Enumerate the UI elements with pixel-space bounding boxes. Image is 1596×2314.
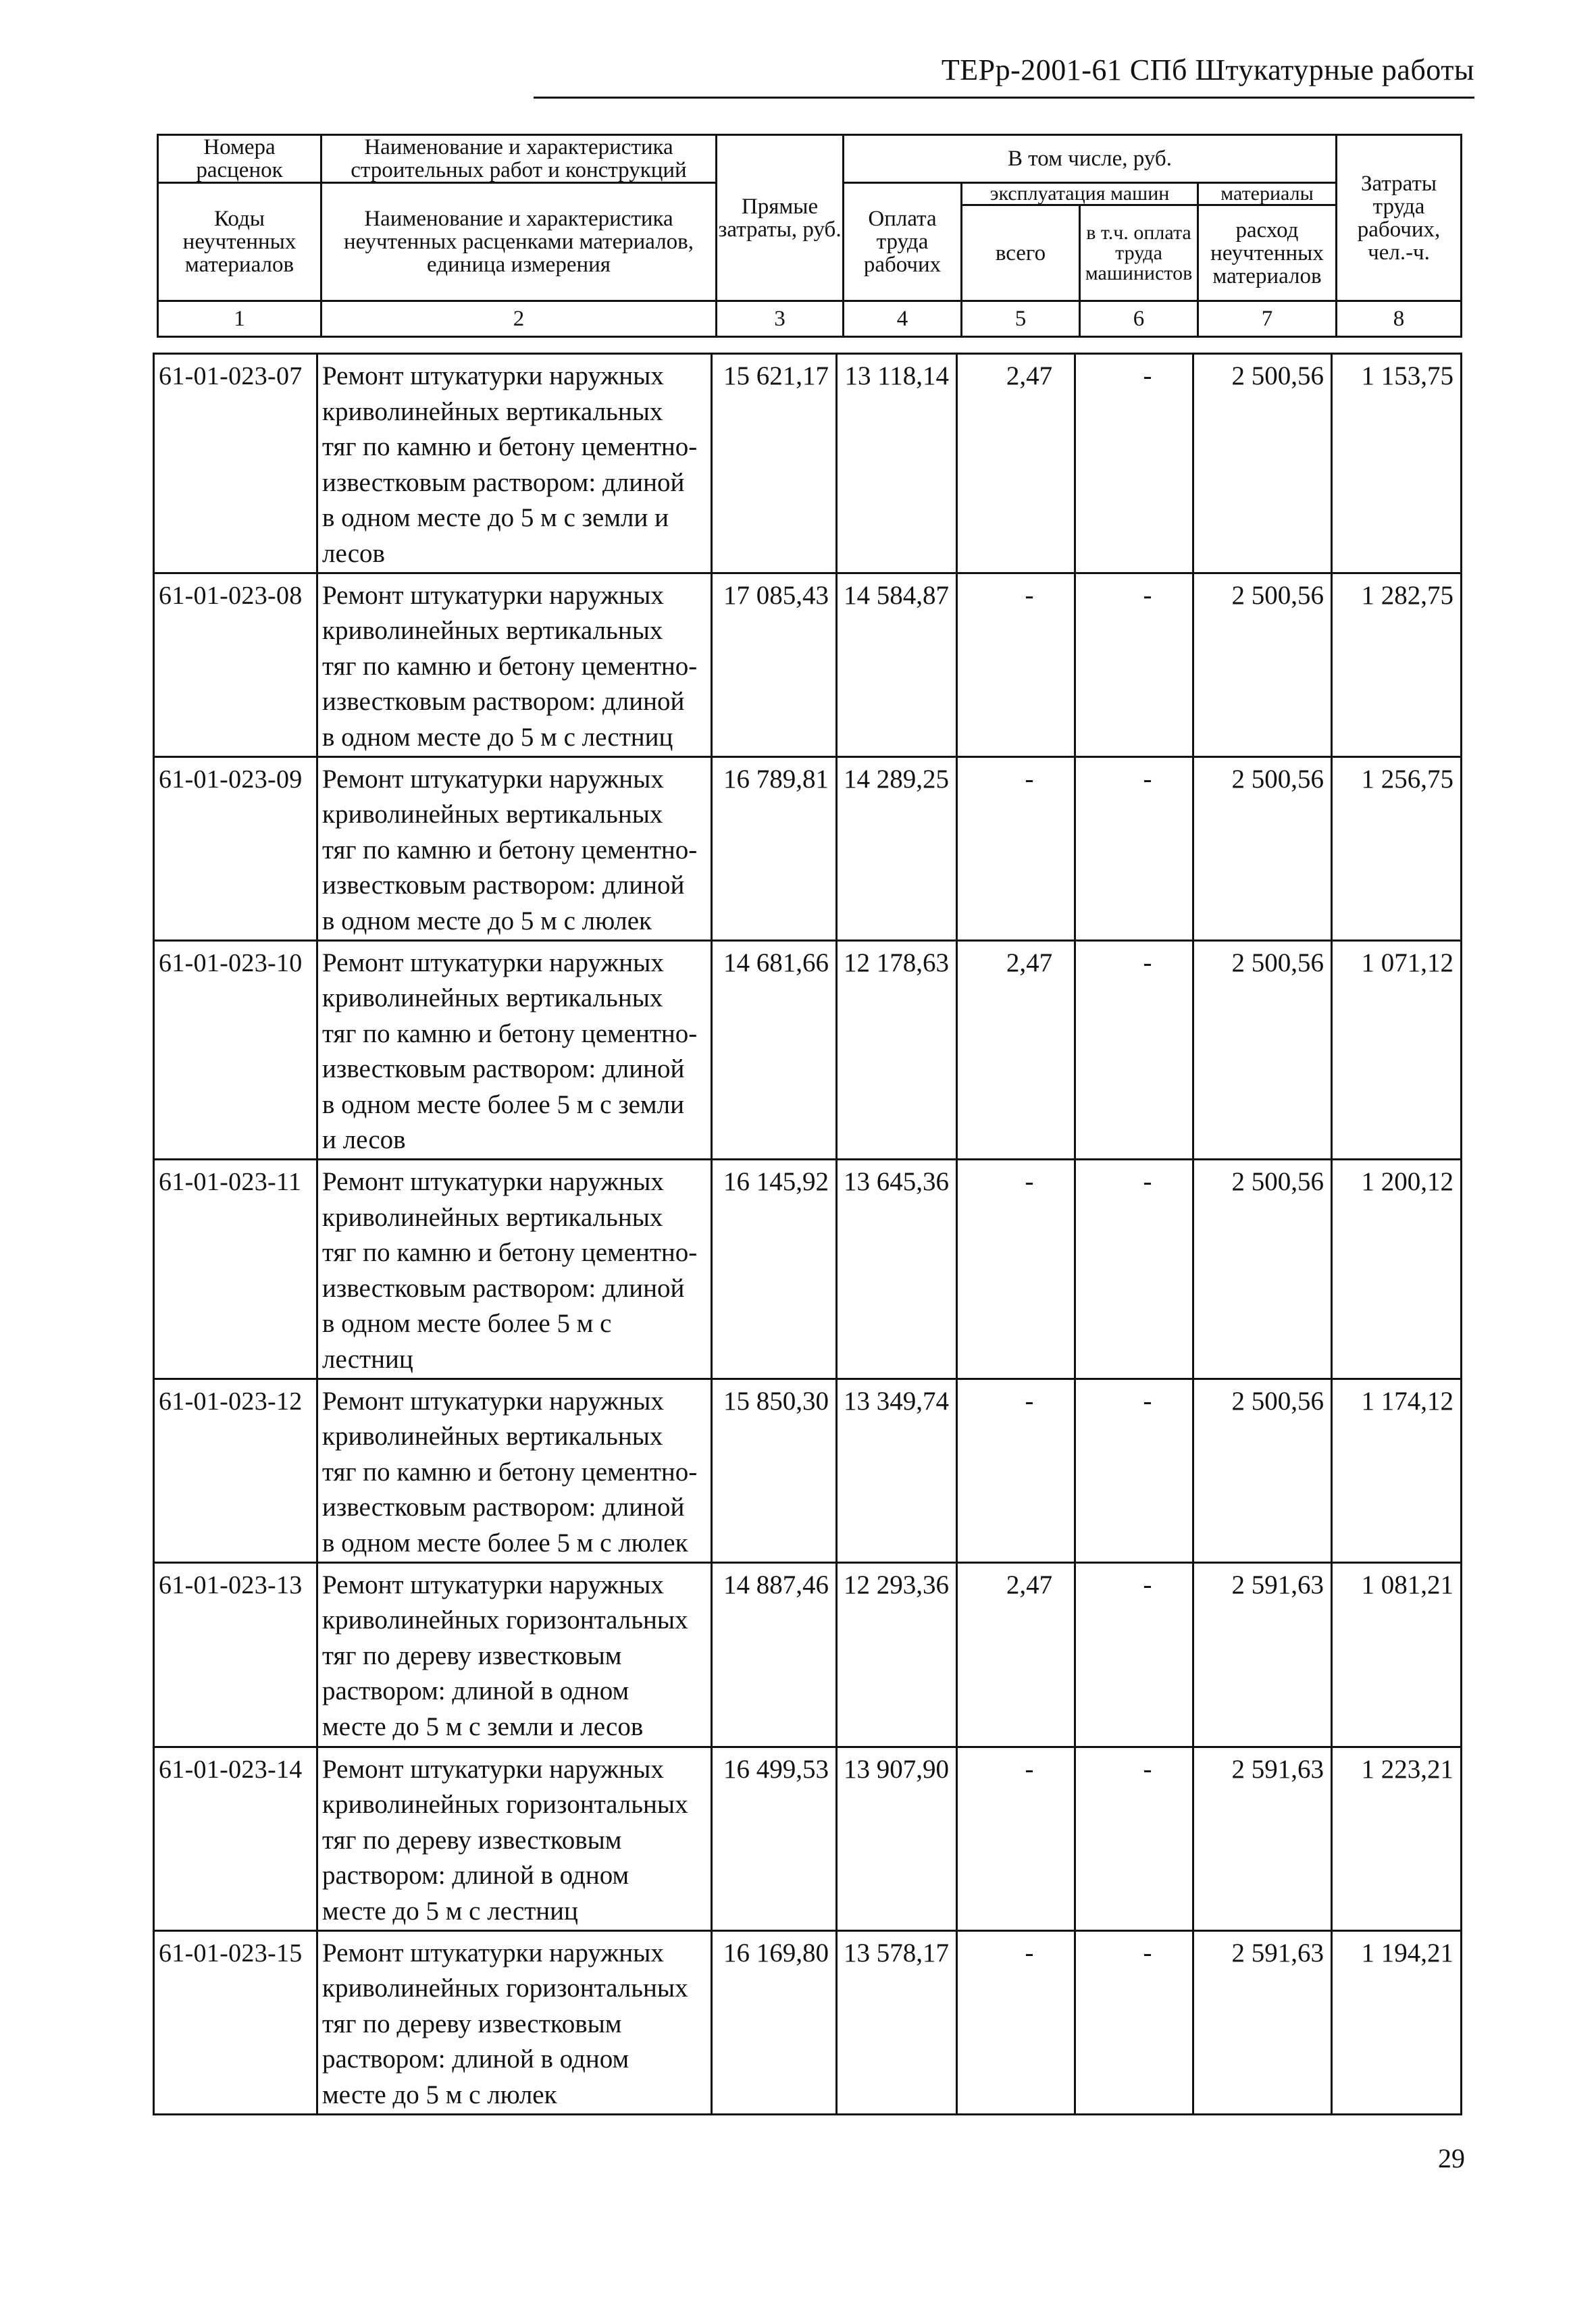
table-row [154, 1562, 1462, 1747]
labor-costs: 1 194,21 [1332, 1930, 1462, 2114]
worker-wages: 13 907,90 [837, 1747, 957, 1930]
description-line: тяг по камню и бетону цементно- [322, 1457, 698, 1487]
worker-wages: 14 584,87 [837, 573, 957, 756]
description-line: криволинейных вертикальных [322, 396, 663, 426]
column-number: 5 [962, 301, 1080, 337]
worker-wages: 13 645,36 [837, 1160, 957, 1379]
description-line: в одном месте до 5 м с земли и [322, 503, 669, 533]
work-description [317, 1930, 712, 2114]
description-line: криволинейных вертикальных [322, 616, 663, 646]
machinist-wages: - [1075, 1160, 1193, 1379]
rate-code: 61-01-023-09 [154, 756, 317, 940]
description-line: раствором: длиной в одном [322, 1861, 629, 1891]
description-line: лестниц [322, 1345, 413, 1374]
header-machinist-wages: в т.ч. оплата труда машинистов [1080, 205, 1198, 301]
direct-costs: 16 789,81 [712, 756, 837, 940]
machines-total: 2,47 [957, 1562, 1075, 1747]
description-line: криволинейных вертикальных [322, 1422, 663, 1451]
column-number: 1 [158, 301, 321, 337]
column-number: 8 [1337, 301, 1462, 337]
labor-costs: 1 081,21 [1332, 1562, 1462, 1747]
labor-costs: 1 256,75 [1332, 756, 1462, 940]
description-line: в одном месте более 5 м с [322, 1309, 612, 1339]
description-line: раствором: длиной в одном [322, 2045, 629, 2074]
work-description [317, 1160, 712, 1379]
rate-code: 61-01-023-13 [154, 1562, 317, 1747]
description-line: тяг по камню и бетону цементно- [322, 1019, 698, 1048]
description-line: криволинейных вертикальных [322, 1202, 663, 1232]
description-line: криволинейных горизонтальных [322, 1974, 688, 2003]
description-line: Ремонт штукатурки наружных [322, 764, 664, 794]
labor-costs: 1 153,75 [1332, 354, 1462, 573]
table-row [154, 756, 1462, 940]
direct-costs: 16 499,53 [712, 1747, 837, 1930]
unaccounted-materials: 2 500,56 [1193, 756, 1332, 940]
table-row [154, 1379, 1462, 1562]
header-material-name: Наименование и характеристика неучтенных расценками материалов, единица измерения [321, 183, 717, 301]
direct-costs: 14 887,46 [712, 1562, 837, 1747]
unaccounted-materials: 2 500,56 [1193, 354, 1332, 573]
description-line: тяг по камню и бетону цементно- [322, 1238, 698, 1268]
table-row [154, 940, 1462, 1160]
labor-costs: 1 174,12 [1332, 1379, 1462, 1562]
table-row [154, 354, 1462, 573]
table-row [154, 1930, 1462, 2114]
table-row [154, 573, 1462, 756]
header-machine-exploitation: эксплуатация машин [962, 183, 1198, 205]
rates-table [153, 353, 1462, 2115]
description-line: тяг по дереву известковым [322, 2009, 622, 2038]
description-line: Ремонт штукатурки наружных [322, 1570, 664, 1599]
machines-total: - [957, 1747, 1075, 1930]
description-line: Ремонт штукатурки наружных [322, 1167, 664, 1197]
work-description [317, 1747, 712, 1930]
description-line: месте до 5 м с люлек [322, 2080, 557, 2109]
rate-code: 61-01-023-11 [154, 1160, 317, 1379]
direct-costs: 15 850,30 [712, 1379, 837, 1562]
machinist-wages: - [1075, 1930, 1193, 2114]
machinist-wages: - [1075, 1747, 1193, 1930]
worker-wages: 13 118,14 [837, 354, 957, 573]
rate-code: 61-01-023-15 [154, 1930, 317, 2114]
machines-total: 2,47 [957, 940, 1075, 1160]
machinist-wages: - [1075, 573, 1193, 756]
direct-costs: 17 085,43 [712, 573, 837, 756]
machinist-wages: - [1075, 756, 1193, 940]
column-number: 4 [844, 301, 962, 337]
machines-total: - [957, 1930, 1075, 2114]
header-material-codes: Коды неучтенных материалов [158, 183, 321, 301]
machinist-wages: - [1075, 1379, 1193, 1562]
description-line: месте до 5 м с лестниц [322, 1896, 578, 1926]
description-line: криволинейных вертикальных [322, 983, 663, 1013]
description-line: тяг по камню и бетону цементно- [322, 651, 698, 681]
table-row [154, 1160, 1462, 1379]
header-materials: материалы [1198, 183, 1337, 205]
machinist-wages: - [1075, 354, 1193, 573]
machinist-wages: - [1075, 1562, 1193, 1747]
description-line: тяг по дереву известковым [322, 1825, 622, 1855]
work-description [317, 573, 712, 756]
unaccounted-materials: 2 500,56 [1193, 573, 1332, 756]
header-divider [534, 97, 1474, 99]
work-description [317, 1562, 712, 1747]
description-line: тяг по камню и бетону цементно- [322, 835, 698, 865]
worker-wages: 12 178,63 [837, 940, 957, 1160]
work-description [317, 940, 712, 1160]
description-line: известковым раствором: длиной [322, 1493, 685, 1522]
unaccounted-materials: 2 500,56 [1193, 940, 1332, 1160]
header-work-name: Наименование и характеристика строительных работ и конструкций [321, 135, 717, 183]
description-line: лесов [322, 538, 385, 568]
direct-costs: 16 169,80 [712, 1930, 837, 2114]
unaccounted-materials: 2 500,56 [1193, 1379, 1332, 1562]
labor-costs: 1 223,21 [1332, 1747, 1462, 1930]
work-description [317, 756, 712, 940]
description-line: криволинейных горизонтальных [322, 1605, 688, 1635]
machines-total: - [957, 573, 1075, 756]
description-line: Ремонт штукатурки наружных [322, 948, 664, 977]
rate-code: 61-01-023-12 [154, 1379, 317, 1562]
description-line: криволинейных вертикальных [322, 800, 663, 829]
worker-wages: 12 293,36 [837, 1562, 957, 1747]
header-machines-total: всего [962, 205, 1080, 301]
description-line: Ремонт штукатурки наружных [322, 361, 664, 390]
machines-total: 2,47 [957, 354, 1075, 573]
description-line: известковым раствором: длиной [322, 1273, 685, 1303]
description-line: в одном месте более 5 м с земли [322, 1089, 684, 1119]
labor-costs: 1 282,75 [1332, 573, 1462, 756]
description-line: известковым раствором: длиной [322, 687, 685, 717]
unaccounted-materials: 2 591,63 [1193, 1930, 1332, 2114]
header-worker-wages: Оплата труда рабочих [844, 183, 962, 301]
description-line: в одном месте более 5 м с люлек [322, 1528, 688, 1558]
column-number: 3 [717, 301, 844, 337]
description-line: в одном месте до 5 м с люлек [322, 906, 652, 935]
header-including-group: В том числе, руб. [844, 135, 1337, 183]
description-line: месте до 5 м с земли и лесов [322, 1712, 644, 1741]
description-line: Ремонт штукатурки наружных [322, 1386, 664, 1416]
rate-code: 61-01-023-14 [154, 1747, 317, 1930]
machines-total: - [957, 756, 1075, 940]
machines-total: - [957, 1160, 1075, 1379]
page-header-title: ТЕРр-2001-61 СПб Штукатурные работы [941, 53, 1474, 86]
description-line: известковым раствором: длиной [322, 467, 685, 497]
description-line: в одном месте до 5 м с лестниц [322, 722, 673, 752]
description-line: известковым раствором: длиной [322, 1054, 685, 1084]
machines-total: - [957, 1379, 1075, 1562]
page-number: 29 [1438, 2143, 1465, 2174]
column-number: 7 [1198, 301, 1337, 337]
rate-code: 61-01-023-10 [154, 940, 317, 1160]
description-line: Ремонт штукатурки наружных [322, 1754, 664, 1784]
unaccounted-materials: 2 591,63 [1193, 1562, 1332, 1747]
unaccounted-materials: 2 500,56 [1193, 1160, 1332, 1379]
description-line: раствором: длиной в одном [322, 1676, 629, 1706]
description-line: известковым раствором: длиной [322, 871, 685, 900]
header-labor-costs: Затраты труда рабочих, чел.-ч. [1337, 135, 1462, 301]
worker-wages: 13 349,74 [837, 1379, 957, 1562]
header-direct-costs: Прямые затраты, руб. [717, 135, 844, 301]
work-description [317, 1379, 712, 1562]
rate-code: 61-01-023-07 [154, 354, 317, 573]
description-line: тяг по камню и бетону цементно- [322, 432, 698, 462]
direct-costs: 14 681,66 [712, 940, 837, 1160]
worker-wages: 13 578,17 [837, 1930, 957, 2114]
machinist-wages: - [1075, 940, 1193, 1160]
table-row [154, 1747, 1462, 1930]
column-number: 6 [1080, 301, 1198, 337]
direct-costs: 16 145,92 [712, 1160, 837, 1379]
rate-code: 61-01-023-08 [154, 573, 317, 756]
description-line: Ремонт штукатурки наружных [322, 580, 664, 610]
description-line: Ремонт штукатурки наружных [322, 1938, 664, 1968]
table-header [157, 134, 1462, 338]
header-unaccounted-materials: расход неучтенных материалов [1198, 205, 1337, 301]
unaccounted-materials: 2 591,63 [1193, 1747, 1332, 1930]
description-line: и лесов [322, 1125, 406, 1155]
header-rate-numbers: Номера расценок [158, 135, 321, 183]
worker-wages: 14 289,25 [837, 756, 957, 940]
description-line: криволинейных горизонтальных [322, 1790, 688, 1820]
work-description [317, 354, 712, 573]
direct-costs: 15 621,17 [712, 354, 837, 573]
labor-costs: 1 071,12 [1332, 940, 1462, 1160]
description-line: тяг по дереву известковым [322, 1641, 622, 1670]
column-number: 2 [321, 301, 717, 337]
labor-costs: 1 200,12 [1332, 1160, 1462, 1379]
